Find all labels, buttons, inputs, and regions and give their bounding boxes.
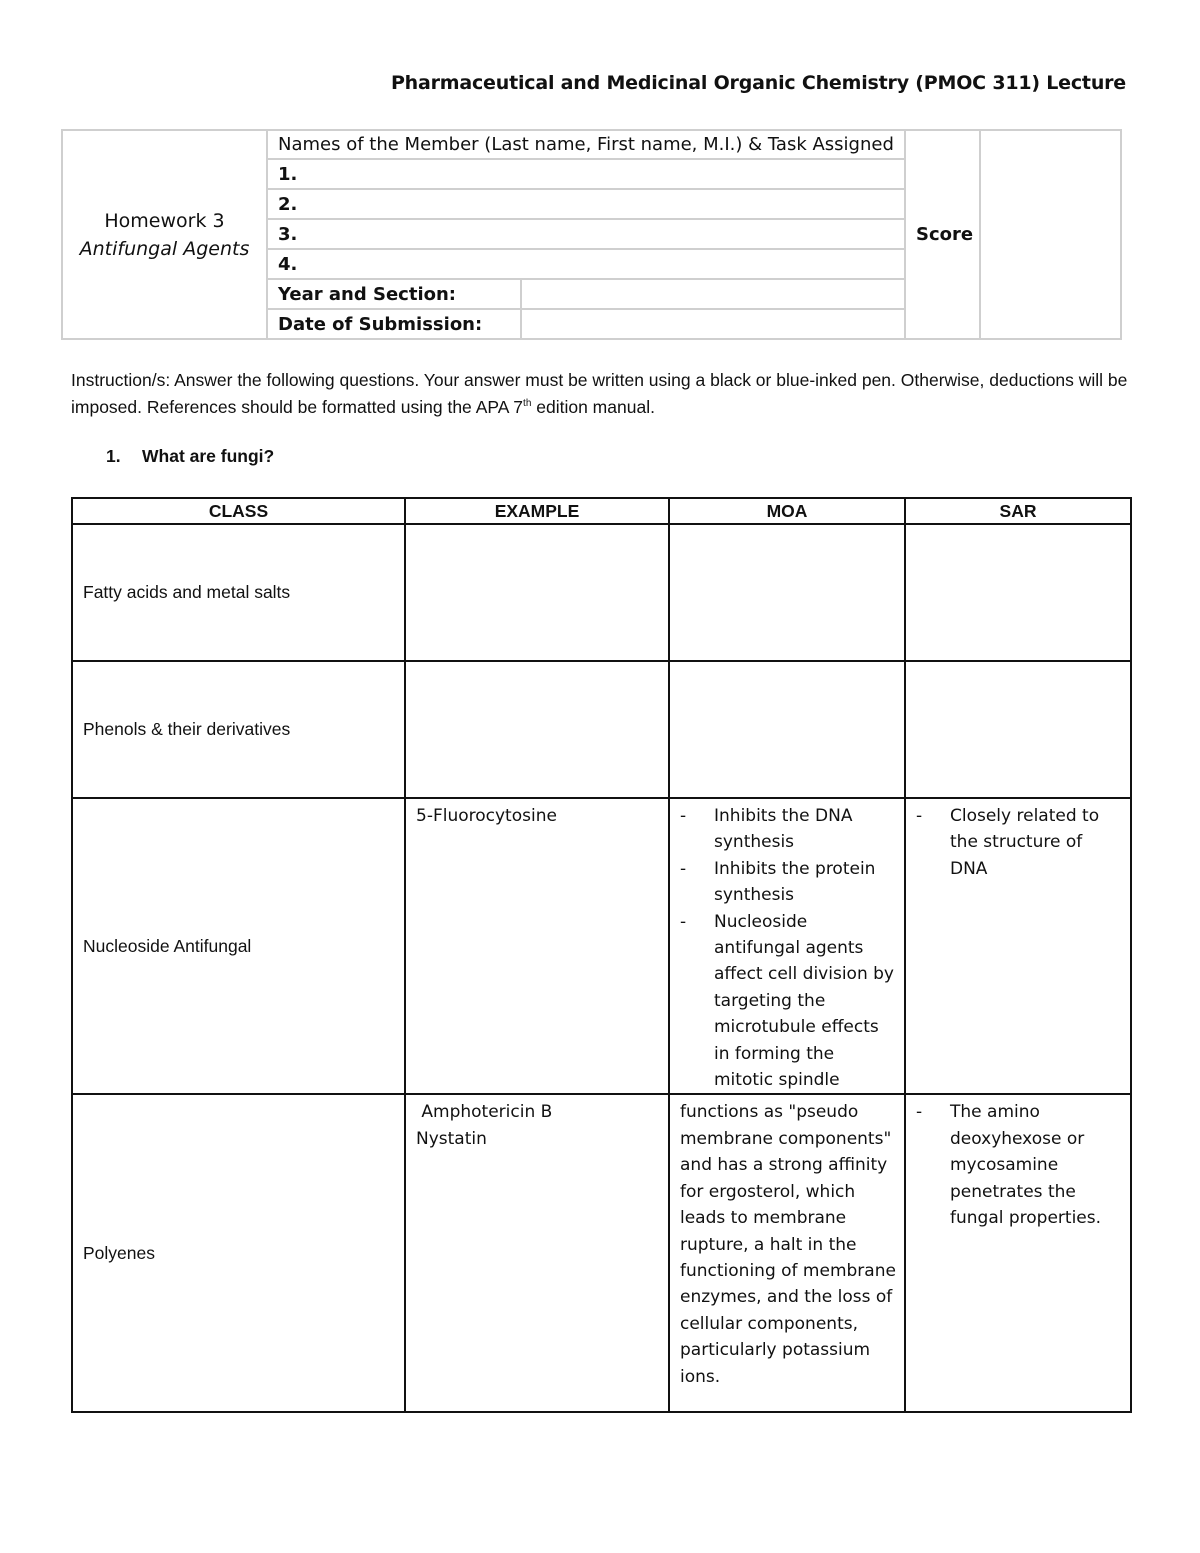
- example-cell: [405, 1094, 669, 1412]
- sar-item: - Closely related to the structure of DNA: [916, 803, 1122, 882]
- year-section-field[interactable]: [521, 279, 905, 309]
- instructions-text-end: edition manual.: [531, 396, 655, 417]
- header-moa: MOA: [669, 498, 905, 524]
- moa-item: - Inhibits the protein synthesis: [680, 856, 896, 909]
- page-header-title: Pharmaceutical and Medicinal Organic Chemistry (PMOC 311) Lecture: [390, 72, 1126, 94]
- moa-cell[interactable]: [669, 661, 905, 798]
- question-text: What are fungi?: [142, 446, 275, 466]
- member-row-2[interactable]: 2.: [267, 189, 905, 219]
- example-cell[interactable]: [405, 661, 669, 798]
- example-text: [406, 1095, 668, 1152]
- example-line: Amphotericin B: [416, 1102, 553, 1123]
- member-row-1[interactable]: 1.: [267, 159, 905, 189]
- sar-cell[interactable]: [905, 661, 1131, 798]
- homework-title: Homework 3: [104, 209, 225, 232]
- instructions-superscript: th: [523, 398, 532, 409]
- sar-cell[interactable]: [905, 524, 1131, 661]
- date-submission-field[interactable]: [521, 309, 905, 339]
- moa-cell: [669, 1094, 905, 1412]
- header-class: CLASS: [72, 498, 405, 524]
- member-row-4[interactable]: 4.: [267, 249, 905, 279]
- table-row: [72, 1094, 1131, 1412]
- moa-item: - Nucleoside antifungal agents affect cell division by targeting the microtubule effects in forming the mitotic spindle: [680, 909, 896, 1094]
- example-cell[interactable]: [405, 524, 669, 661]
- header-example: EXAMPLE: [405, 498, 669, 524]
- class-cell: Nucleoside Antifungal: [72, 798, 405, 1094]
- example-cell: [405, 798, 669, 1094]
- sar-list: [906, 799, 1130, 882]
- sar-list: [906, 1095, 1130, 1231]
- table-row: [72, 661, 1131, 798]
- instructions: [71, 368, 1131, 419]
- header-sar: SAR: [905, 498, 1131, 524]
- antifungal-table: [71, 497, 1132, 1413]
- class-cell: Fatty acids and metal salts: [72, 524, 405, 661]
- members-header: Names of the Member (Last name, First name, M.I.) & Task Assigned: [267, 130, 905, 159]
- moa-list: [670, 799, 904, 1093]
- date-submission-label: Date of Submission:: [267, 309, 521, 339]
- question-number: 1.: [106, 446, 121, 466]
- homework-info-table: [61, 129, 1122, 340]
- moa-cell[interactable]: [669, 524, 905, 661]
- moa-text: functions as "pseudo membrane components" and has a strong affinity for ergosterol, which leads to membrane rupture, a halt in the functioning of membrane enzymes, and the loss of cellular components, particularly potassium ions.: [680, 1102, 896, 1387]
- moa-cell: [669, 798, 905, 1094]
- sar-cell: [905, 798, 1131, 1094]
- class-cell: Phenols & their derivatives: [72, 661, 405, 798]
- score-value-cell[interactable]: [980, 130, 1121, 339]
- sar-item: - The amino deoxyhexose or mycosamine penetrates the fungal properties.: [916, 1099, 1122, 1231]
- example-text: 5-Fluorocytosine: [416, 806, 557, 826]
- moa-item: - Inhibits the DNA synthesis: [680, 803, 896, 856]
- question-1: [106, 446, 274, 467]
- homework-cell: [62, 130, 267, 339]
- class-cell: Polyenes: [72, 1094, 405, 1412]
- table-row: [72, 524, 1131, 661]
- homework-subtitle: Antifungal Agents: [79, 237, 250, 260]
- instructions-text: Instruction/s: Answer the following questions. Your answer must be written using a black or blue-inked pen. Otherwise, deductions will be imposed. References should be formatted using the APA 7: [71, 370, 1128, 417]
- score-label: Score: [905, 130, 980, 339]
- example-line: Nystatin: [416, 1128, 487, 1149]
- year-section-label: Year and Section:: [267, 279, 521, 309]
- table-row: [72, 798, 1131, 1094]
- member-row-3[interactable]: 3.: [267, 219, 905, 249]
- sar-cell: [905, 1094, 1131, 1412]
